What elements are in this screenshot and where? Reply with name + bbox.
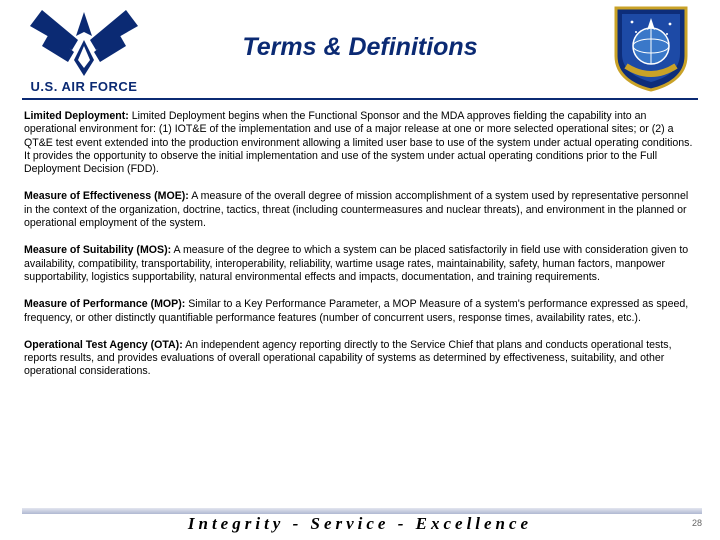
definition-limited-deployment [24,110,696,176]
definition-text: A measure of the degree to which a system can be placed satisfactorily in field use with consideration given to availability, compatibility, transportability, interoperability, reliability, wartime usage rates, maintainability, safety, human factors, manpower supportability, logistics supportability, natural environmental effects and impacts, documentation, and training requirements. [24,244,689,283]
term-label: Operational Test Agency (OTA): [24,338,183,351]
definition-text: Limited Deployment begins when the Functional Sponsor and the MDA approves fielding the capability into an operational environment for: (1) IOT&E of the implementation and use of a major release at one or more selected operational sites; or (2) a QT&E test event extended into the production environment allowing a limited user base to use of the system under actual operating conditions. It provides the opportunity to observe the initial implementation and use of the system under actual operating conditions prior to the Full Deployment Decision (FDD). [24,110,693,176]
header-divider [22,98,698,100]
logo-text: U.S. AIR FORCE [30,79,138,94]
term-label: Measure of Effectiveness (MOE): [24,190,189,203]
air-force-logo [28,6,140,96]
definition-text: A measure of the overall degree of mission accomplishment of a system used by representative personnel in the context of the organization, doctrine, tactics, threat (including countermeasures and nuclear threats), and environment in the planned or operational employment of the system. [24,190,689,230]
definitions-list [24,110,696,393]
term-label: Limited Deployment: [24,110,129,122]
definition-ota [24,339,696,379]
page-title: Terms & Definitions [242,33,478,61]
air-force-wings-icon [28,6,140,78]
term-label: Measure of Suitability (MOS): [24,244,172,257]
definition-mos [24,244,696,284]
term-label: Measure of Performance (MOP): [24,298,186,311]
footer-motto: Integrity - Service - Excellence [187,514,533,533]
definition-moe [24,190,696,230]
definition-mop [24,298,696,325]
definition-text: An independent agency reporting directly to the Service Chief that plans and conducts operational tests, reports results, and provides evaluations of overall operational capability of systems as determined by effectiveness, suitability, and other operational considerations. [24,338,672,378]
page-number: 28 [692,518,703,528]
definition-text: Similar to a Key Performance Parameter, a MOP Measure of a system's performance expressed as speed, frequency, or other distinctly quantifiable performance features (number of concurrent users, response times, availability rates, etc.). [24,298,689,324]
space-command-seal-icon [612,4,690,92]
